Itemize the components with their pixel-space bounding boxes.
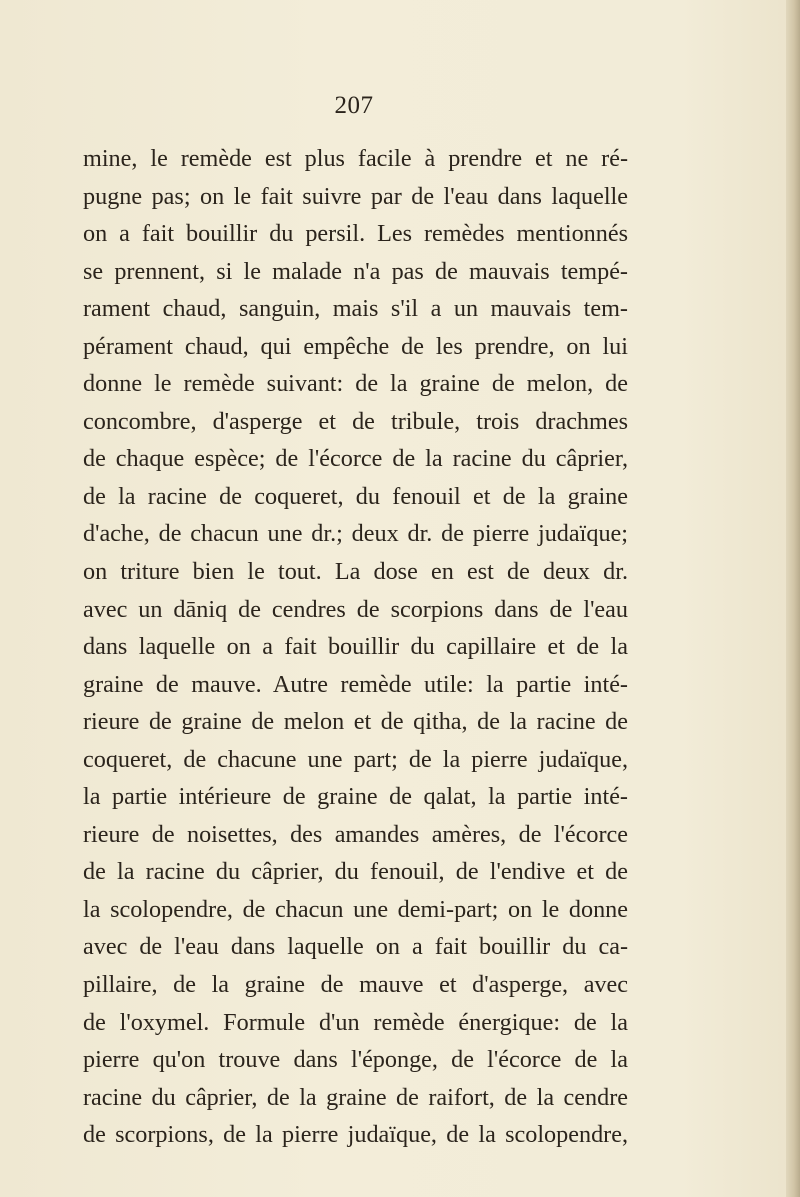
text-line: se prennent, si le malade n'a pas de mauvais tempé- (83, 257, 628, 285)
text-line: racine du câprier, de la graine de raifort, de la cendre (83, 1083, 628, 1111)
text-line: concombre, d'asperge et de tribule, trois drachmes (83, 407, 628, 435)
text-line: dans laquelle on a fait bouillir du capillaire et de la (83, 633, 628, 661)
text-line: avec de l'eau dans laquelle on a fait bouillir du ca- (83, 933, 628, 961)
text-line: de la racine de coqueret, du fenouil et de la graine (83, 482, 628, 510)
text-line: pérament chaud, qui empêche de les prendre, on lui (83, 332, 628, 360)
text-line: coqueret, de chacune une part; de la pierre judaïque, (83, 745, 628, 773)
text-line: de scorpions, de la pierre judaïque, de la scolopendre, (83, 1121, 628, 1149)
text-line: donne le remède suivant: de la graine de melon, de (83, 370, 628, 398)
text-line: pugne pas; on le fait suivre par de l'eau dans laquelle (83, 182, 628, 210)
text-line: on triture bien le tout. La dose en est de deux dr. (83, 558, 628, 586)
body-text (83, 140, 628, 1154)
text-line: pillaire, de la graine de mauve et d'asperge, avec (83, 971, 628, 999)
page-edge (786, 0, 800, 1197)
text-line: de la racine du câprier, du fenouil, de l'endive et de (83, 858, 628, 886)
text-line: avec un dāniq de cendres de scorpions dans de l'eau (83, 595, 628, 623)
text-line: pierre qu'on trouve dans l'éponge, de l'écorce de la (83, 1046, 628, 1074)
text-line: la partie intérieure de graine de qalat, la partie inté- (83, 783, 628, 811)
text-line: rieure de noisettes, des amandes amères, de l'écorce (83, 820, 628, 848)
text-line: mine, le remède est plus facile à prendre et ne ré- (83, 145, 628, 172)
text-line: on a fait bouillir du persil. Les remèdes mentionnés (83, 220, 628, 248)
page-number: 207 (334, 92, 374, 119)
text-line: rament chaud, sanguin, mais s'il a un mauvais tem- (83, 295, 628, 323)
text-line: graine de mauve. Autre remède utile: la partie inté- (83, 670, 628, 698)
text-line: de l'oxymel. Formule d'un remède énergique: de la (83, 1008, 628, 1036)
text-line: de chaque espèce; de l'écorce de la racine du câprier, (83, 445, 628, 473)
text-line: rieure de graine de melon et de qitha, de la racine de (83, 708, 628, 736)
text-line: la scolopendre, de chacun une demi-part; on le donne (83, 895, 628, 923)
text-line: d'ache, de chacun une dr.; deux dr. de pierre judaïque; (83, 520, 628, 548)
